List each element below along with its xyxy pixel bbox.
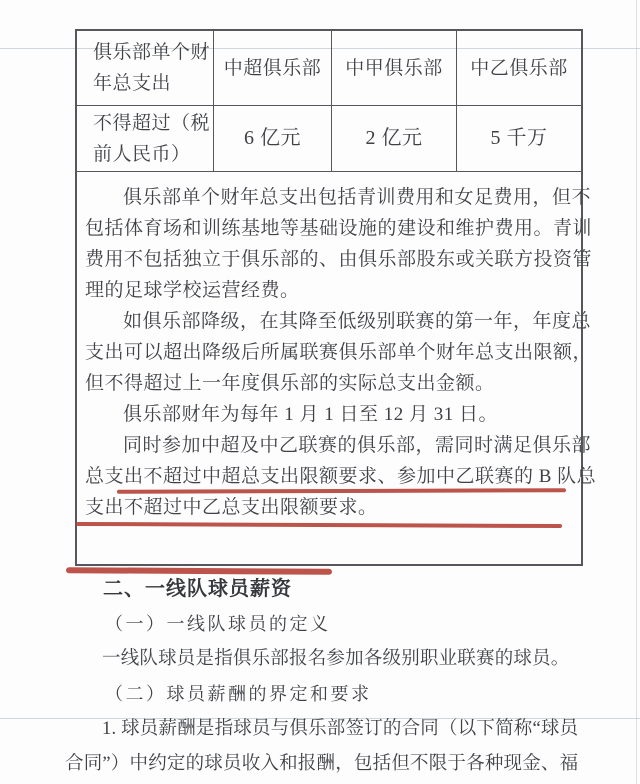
text-line: 俱乐部财年为每年 1 月 1 日至 12 月 31 日。 bbox=[123, 404, 499, 425]
text-line: 俱乐部单个财年总支出包括青训费用和女足费用，但不 bbox=[123, 187, 592, 208]
section-player-salaries bbox=[65, 572, 580, 782]
subsection-player-definition-title: （一）一线队球员的定义 bbox=[105, 614, 331, 634]
text-line: 但不得超过上一年度俱乐部的实际总支出金额。 bbox=[85, 373, 495, 394]
table-cell-limit-csl: 6 亿元 bbox=[214, 106, 332, 172]
spending-limit-table bbox=[75, 29, 597, 566]
table-cell-row2-label bbox=[77, 106, 214, 172]
table-cell-header-csl: 中超俱乐部 bbox=[214, 31, 332, 106]
text-line: 不得超过（税 bbox=[93, 112, 211, 134]
scan-artifact-line-right-edge bbox=[636, 0, 637, 784]
table-cell-limit-league-two: 5 千万 bbox=[457, 106, 581, 172]
text-line: 支出可以超出降级后所属联赛俱乐部单个财年总支出限额， bbox=[85, 342, 593, 363]
table-cell-row1-label bbox=[77, 31, 214, 106]
paragraph-player-definition bbox=[65, 642, 580, 677]
table-notes-cell bbox=[77, 172, 597, 564]
text-line: 总支出不超过中超总支出限额要求、参加中乙联赛的 B 队总 bbox=[85, 466, 597, 487]
text-line: 前人民币） bbox=[93, 143, 191, 165]
paragraph-salary-definition bbox=[65, 712, 580, 782]
table-cell-limit-league-one: 2 亿元 bbox=[332, 106, 457, 172]
text-line: 包括体育场和训练基地等基础设施的建设和维护费用。青训 bbox=[85, 218, 593, 239]
subsection-salary-definition-title: （二）球员薪酬的界定和要求 bbox=[105, 684, 372, 704]
text-line: 一线队球员是指俱乐部报名参加各级别职业联赛的球员。 bbox=[102, 649, 570, 669]
text-line: 同时参加中超及中乙联赛的俱乐部，需同时满足俱乐部 bbox=[123, 435, 592, 456]
text-line: 俱乐部单个财 bbox=[93, 42, 211, 63]
text-line: 如俱乐部降级，在其降至低级别联赛的第一年，年度总 bbox=[123, 311, 592, 332]
text-line: 支出不超过中乙总支出限额要求。 bbox=[85, 497, 378, 518]
note-paragraph-scope bbox=[85, 182, 593, 306]
table-cell-header-league-two: 中乙俱乐部 bbox=[457, 31, 581, 106]
note-paragraph-fiscal-year bbox=[85, 399, 575, 430]
text-line: 1. 球员薪酬是指球员与俱乐部签订的合同（以下简称“球员 bbox=[102, 719, 579, 739]
text-line: 合同”）中约定的球员收入和报酬，包括但不限于各种现金、福 bbox=[65, 754, 579, 774]
note-paragraph-dual-league bbox=[85, 430, 597, 523]
note-paragraph-relegation bbox=[85, 306, 593, 399]
section-heading: 二、一线队球员薪资 bbox=[103, 578, 292, 600]
text-line: 理的足球学校运营经费。 bbox=[85, 280, 300, 301]
text-line: 费用不包括独立于俱乐部的、由俱乐部股东或关联方投资管 bbox=[85, 249, 593, 270]
table-cell-header-league-one: 中甲俱乐部 bbox=[332, 31, 457, 106]
text-line: 年总支出 bbox=[93, 73, 172, 94]
